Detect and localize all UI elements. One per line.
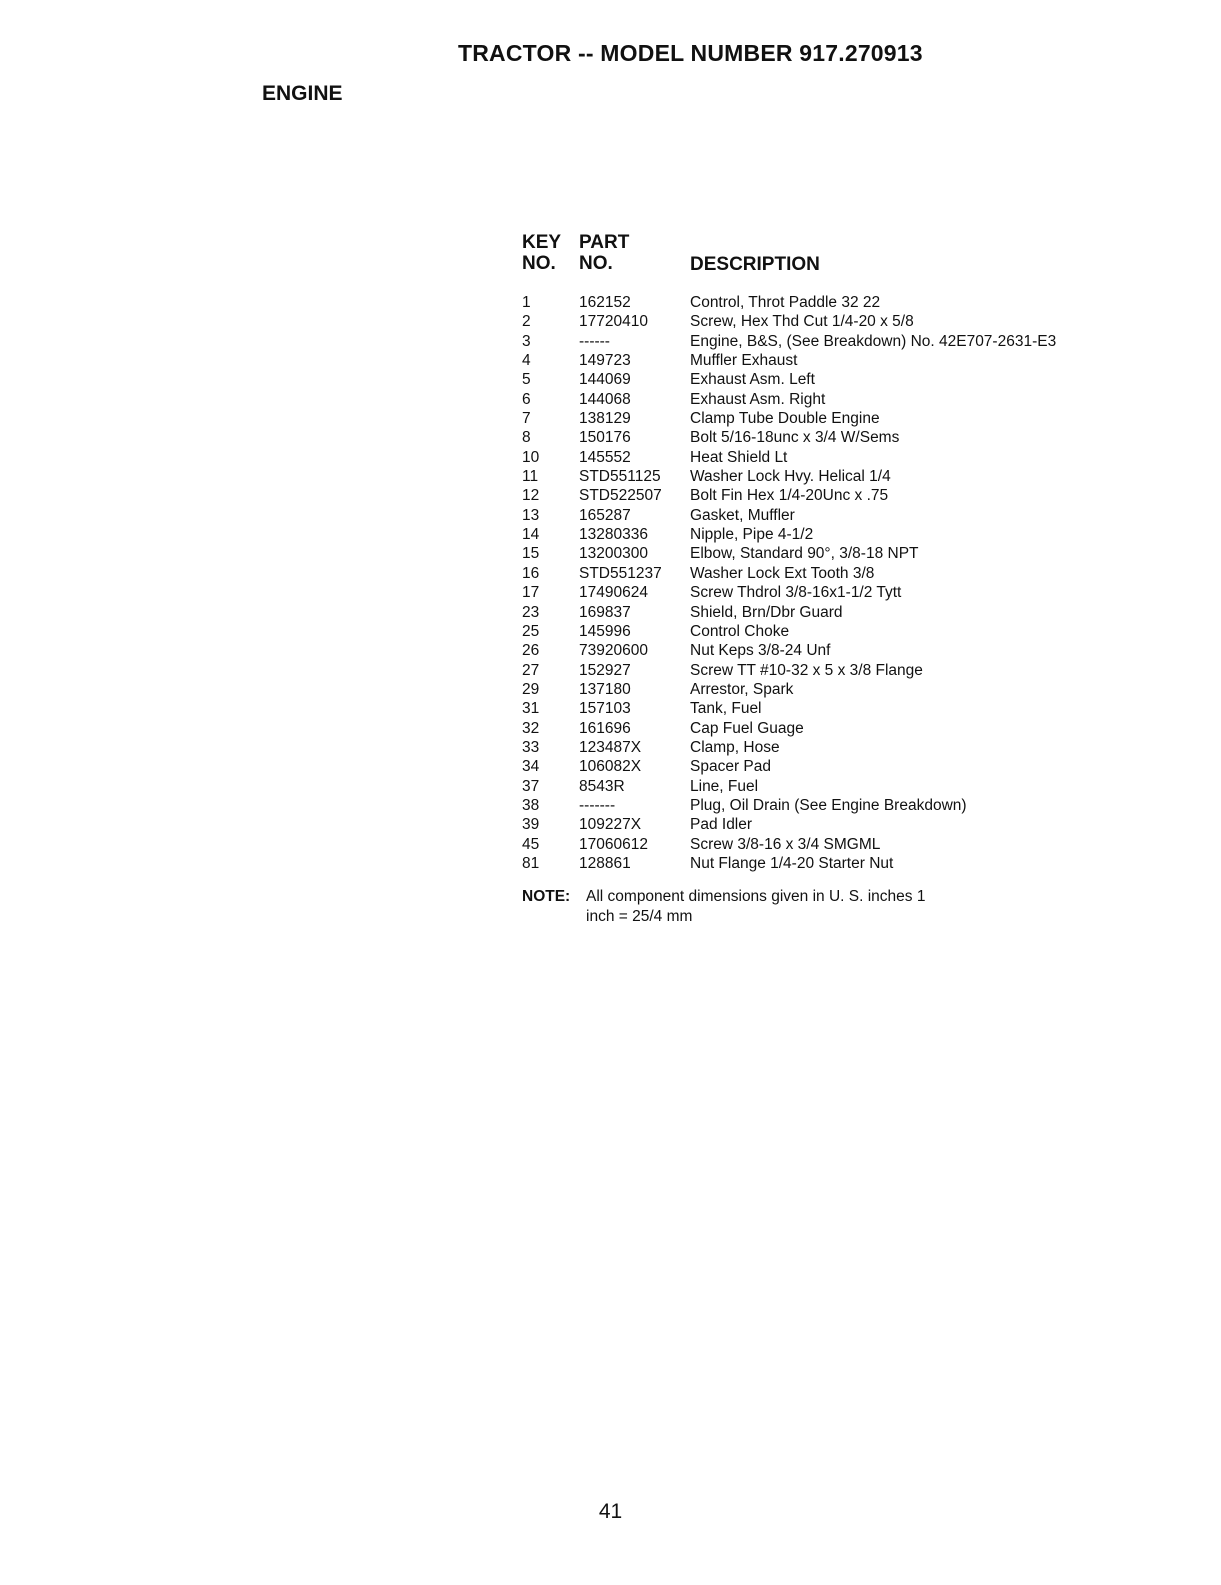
key-cell: 27 xyxy=(522,661,540,679)
table-row xyxy=(522,467,1122,486)
table-row xyxy=(522,293,1122,312)
part-no-cell: STD522507 xyxy=(579,487,662,505)
key-cell: 11 xyxy=(522,468,539,486)
description-cell: Control, Throt Paddle 32 22 xyxy=(690,294,881,311)
table-row xyxy=(522,757,1122,776)
description-cell: Arrestor, Spark xyxy=(690,680,794,698)
table-row xyxy=(522,854,1122,873)
table-row xyxy=(522,680,1122,699)
part-no-cell: 128861 xyxy=(579,854,631,872)
table-row xyxy=(522,448,1122,467)
table-row xyxy=(522,351,1122,370)
key-cell: 39 xyxy=(522,816,540,834)
description-cell: Gasket, Muffler xyxy=(690,506,795,524)
key-cell: 34 xyxy=(522,758,540,776)
part-no-cell: 162152 xyxy=(579,294,631,311)
blank-header-cell xyxy=(690,232,1122,253)
description-cell: Screw Thdrol 3/8-16x1-1/2 Tytt xyxy=(690,584,902,602)
part-no-cell: 8543R xyxy=(579,777,625,795)
key-cell: 32 xyxy=(522,719,540,737)
description-cell: Clamp Tube Double Engine xyxy=(690,410,880,428)
table-row xyxy=(522,777,1122,796)
table-row xyxy=(522,525,1122,544)
key-column-header: KEY xyxy=(522,232,562,253)
key-cell: 45 xyxy=(522,835,540,853)
key-cell: 2 xyxy=(522,313,531,331)
key-cell: 26 xyxy=(522,642,540,660)
description-cell: Shield, Brn/Dbr Guard xyxy=(690,603,843,621)
part-no-cell: 145552 xyxy=(579,448,631,466)
table-header-bottom xyxy=(522,253,1122,281)
description-cell: Elbow, Standard 90°, 3/8-18 NPT xyxy=(690,545,919,563)
key-cell: 17 xyxy=(522,584,540,602)
description-cell: Exhaust Asm. Left xyxy=(690,371,815,389)
key-cell: 38 xyxy=(522,796,540,814)
table-row xyxy=(522,622,1122,641)
section-title: ENGINE xyxy=(262,82,343,105)
part-no-cell: ------- xyxy=(579,796,616,814)
key-cell: 13 xyxy=(522,506,540,524)
table-row xyxy=(522,796,1122,815)
table-row xyxy=(522,815,1122,834)
part-no-cell: 169837 xyxy=(579,603,631,621)
description-cell: Nut Keps 3/8-24 Unf xyxy=(690,642,831,660)
table-row xyxy=(522,544,1122,563)
parts-table xyxy=(522,232,1122,873)
part-column-header: PART xyxy=(579,232,630,253)
part-no-cell: 145996 xyxy=(579,622,631,640)
description-cell: Nipple, Pipe 4-1/2 xyxy=(690,526,814,544)
key-cell: 1 xyxy=(522,294,531,311)
key-cell: 29 xyxy=(522,680,540,698)
description-cell: Pad Idler xyxy=(690,816,753,834)
part-no-cell: 144069 xyxy=(579,371,631,389)
table-row xyxy=(522,564,1122,583)
key-cell: 7 xyxy=(522,410,531,428)
key-cell: 16 xyxy=(522,564,540,582)
page-title: TRACTOR -- MODEL NUMBER 917.270913 xyxy=(458,40,923,66)
part-no-cell: STD551125 xyxy=(579,468,661,486)
description-cell: Screw TT #10-32 x 5 x 3/8 Flange xyxy=(690,661,923,679)
key-cell: 31 xyxy=(522,700,540,718)
part-no-cell: 123487X xyxy=(579,738,642,756)
key-cell: 8 xyxy=(522,429,531,447)
description-cell: Muffler Exhaust xyxy=(690,352,798,370)
description-cell: Control Choke xyxy=(690,622,790,640)
part-no-cell: 106082X xyxy=(579,758,642,776)
part-no-cell: 138129 xyxy=(579,410,631,428)
description-cell: Clamp, Hose xyxy=(690,738,780,756)
table-row xyxy=(522,428,1122,447)
description-cell: Heat Shield Lt xyxy=(690,448,788,466)
description-cell: Plug, Oil Drain (See Engine Breakdown) xyxy=(690,796,967,814)
part-no-cell: 13200300 xyxy=(579,545,648,563)
part-no-cell: 17720410 xyxy=(579,313,648,331)
note xyxy=(522,887,926,927)
table-row xyxy=(522,486,1122,505)
key-cell: 14 xyxy=(522,526,540,544)
description-cell: Bolt Fin Hex 1/4-20Unc x .75 xyxy=(690,487,889,505)
description-cell: Screw 3/8-16 x 3/4 SMGML xyxy=(690,835,881,853)
part-no-cell: 157103 xyxy=(579,700,631,718)
part-no-cell: ------ xyxy=(579,332,610,350)
table-row xyxy=(522,699,1122,718)
note-label: NOTE: xyxy=(522,888,571,905)
page-number: 41 xyxy=(598,1500,623,1523)
key-cell: 5 xyxy=(522,371,531,389)
part-no-cell: 165287 xyxy=(579,506,631,524)
description-cell: Engine, B&S, (See Breakdown) No. 42E707-2631-E3 xyxy=(690,332,1057,350)
key-cell: 4 xyxy=(522,352,531,370)
key-cell: 37 xyxy=(522,777,540,795)
description-cell: Screw, Hex Thd Cut 1/4-20 x 5/8 xyxy=(690,313,914,331)
key-no-header: NO. xyxy=(522,253,556,274)
table-body xyxy=(522,293,1122,873)
part-no-cell: 13280336 xyxy=(579,526,648,544)
key-cell: 15 xyxy=(522,545,540,563)
part-no-cell: 161696 xyxy=(579,719,631,737)
description-cell: Exhaust Asm. Right xyxy=(690,390,826,408)
description-cell: Spacer Pad xyxy=(690,758,771,776)
part-no-cell: 73920600 xyxy=(579,642,648,660)
part-no-cell: STD551237 xyxy=(579,564,662,582)
description-cell: Cap Fuel Guage xyxy=(690,719,804,737)
description-cell: Nut Flange 1/4-20 Starter Nut xyxy=(690,854,894,872)
key-cell: 33 xyxy=(522,738,540,756)
part-no-cell: 17060612 xyxy=(579,835,648,853)
description-header: DESCRIPTION xyxy=(690,254,820,275)
table-row xyxy=(522,641,1122,660)
note-text: All component dimensions given in U. S. inches 1 inch = 25/4 mm xyxy=(586,888,926,925)
part-no-cell: 109227X xyxy=(579,816,642,834)
table-row xyxy=(522,312,1122,331)
key-cell: 3 xyxy=(522,332,531,350)
key-cell: 12 xyxy=(522,487,540,505)
table-row xyxy=(522,719,1122,738)
description-cell: Washer Lock Ext Tooth 3/8 xyxy=(690,564,875,582)
part-no-cell: 150176 xyxy=(579,429,631,447)
part-no-cell: 17490624 xyxy=(579,584,648,602)
key-cell: 10 xyxy=(522,448,540,466)
part-no-cell: 144068 xyxy=(579,390,631,408)
table-row xyxy=(522,603,1122,622)
table-row xyxy=(522,835,1122,854)
key-cell: 23 xyxy=(522,603,540,621)
table-row xyxy=(522,332,1122,351)
table-row xyxy=(522,583,1122,602)
table-row xyxy=(522,661,1122,680)
description-cell: Bolt 5/16-18unc x 3/4 W/Sems xyxy=(690,429,900,447)
description-cell: Tank, Fuel xyxy=(690,700,762,718)
table-row xyxy=(522,506,1122,525)
table-row xyxy=(522,370,1122,389)
key-cell: 81 xyxy=(522,854,540,872)
part-no-header: NO. xyxy=(579,253,613,274)
key-cell: 25 xyxy=(522,622,540,640)
table-row xyxy=(522,390,1122,409)
part-no-cell: 152927 xyxy=(579,661,631,679)
table-row xyxy=(522,409,1122,428)
part-no-cell: 137180 xyxy=(579,680,631,698)
description-cell: Line, Fuel xyxy=(690,777,759,795)
key-cell: 6 xyxy=(522,390,531,408)
part-no-cell: 149723 xyxy=(579,352,631,370)
description-cell: Washer Lock Hvy. Helical 1/4 xyxy=(690,468,891,486)
table-header-top xyxy=(522,232,1122,253)
table-row xyxy=(522,738,1122,757)
